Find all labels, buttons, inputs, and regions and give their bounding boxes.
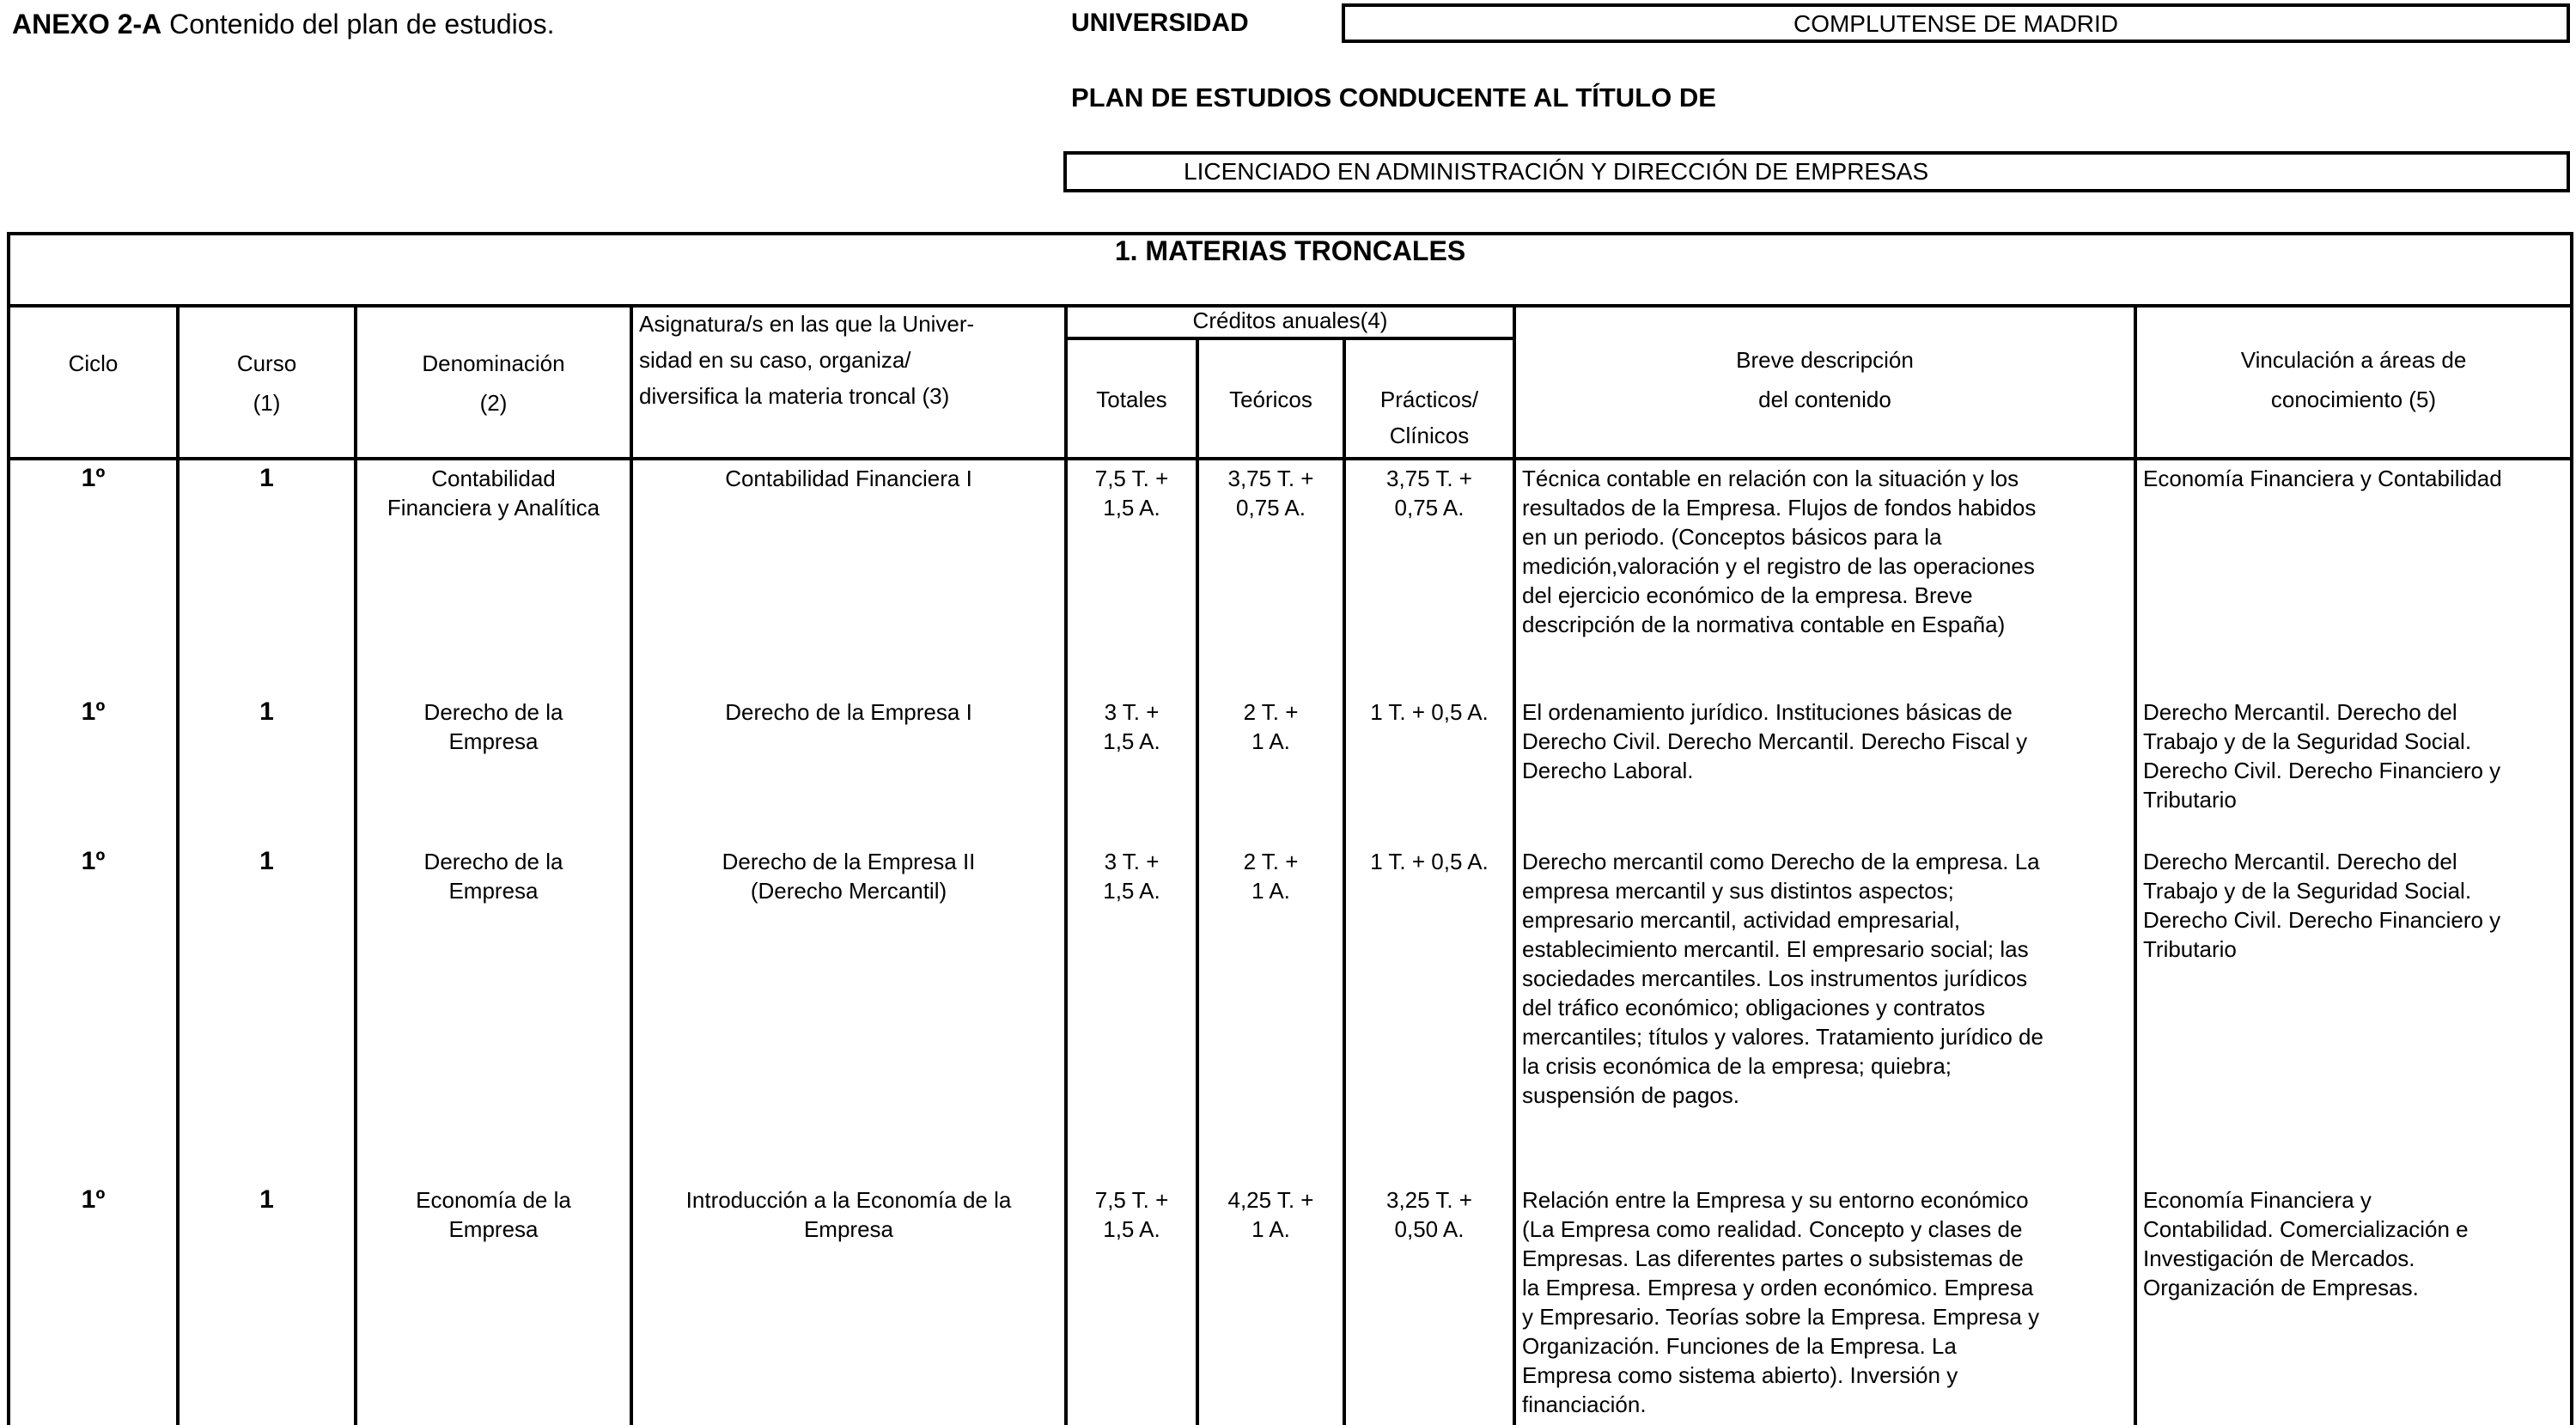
row-ciclo: 1º <box>81 464 106 492</box>
row-ciclo: 1º <box>81 1185 106 1214</box>
col-header-descripcion-2: del contenido <box>1758 387 1891 412</box>
row-vinculacion-line: Tributario <box>2143 787 2237 813</box>
row-vinculacion <box>2143 847 2573 964</box>
row-descripcion-line: (La Empresa como realidad. Concepto y clases de <box>1522 1216 2023 1242</box>
row-denominacion <box>357 1185 630 1244</box>
col-rule <box>2134 304 2137 1425</box>
row-totales <box>1068 464 1196 522</box>
row-curso: 1 <box>259 464 274 492</box>
row-descripcion-line: Derecho mercantil como Derecho de la empresa. La <box>1522 849 2040 874</box>
row-ciclo: 1º <box>81 847 106 875</box>
row-asignatura <box>633 1185 1064 1244</box>
row-totales-line: 1,5 A. <box>1103 1216 1160 1242</box>
col-header-vinculacion: Vinculación a áreas de <box>2240 347 2467 373</box>
row-vinculacion <box>2143 697 2573 814</box>
row-descripcion-line: empresa mercantil y sus distintos aspectos; <box>1522 878 1954 904</box>
university-name-box: COMPLUTENSE DE MADRID <box>1342 3 2570 43</box>
row-vinculacion-line: Derecho Civil. Derecho Financiero y <box>2143 758 2501 783</box>
col-header-totales: Totales <box>1096 387 1167 412</box>
row-teoricos-line: 0,75 A. <box>1236 495 1306 521</box>
row-descripcion-line: Derecho Civil. Derecho Mercantil. Derecho Fiscal y <box>1522 728 2028 754</box>
row-vinculacion-line: Economía Financiera y Contabilidad <box>2143 466 2502 491</box>
row-asignatura-line: Introducción a la Economía de la <box>685 1187 1012 1213</box>
row-practicos-line: 3,75 T. + <box>1386 466 1472 491</box>
row-asignatura <box>633 697 1064 727</box>
row-curso: 1 <box>259 847 274 875</box>
row-descripcion-line: en un periodo. (Conceptos básicos para la <box>1522 524 1942 550</box>
row-vinculacion-line: Trabajo y de la Seguridad Social. <box>2143 728 2472 754</box>
university-label: UNIVERSIDAD <box>1071 9 1249 37</box>
row-descripcion <box>1522 697 2132 785</box>
col-header-clinicos: Clínicos <box>1389 423 1470 448</box>
col-header-descripcion: Breve descripción <box>1736 347 1914 373</box>
annex-text: Contenido del plan de estudios. <box>169 9 555 40</box>
row-denominacion-line: Empresa <box>448 878 539 904</box>
row-totales-line: 3 T. + <box>1104 849 1160 874</box>
row-descripcion-line: financiación. <box>1522 1392 1647 1417</box>
row-descripcion-line: sociedades mercantiles. Los instrumentos jurídicos <box>1522 965 2028 991</box>
row-denominacion-line: Derecho de la <box>423 699 563 725</box>
row-descripcion-line: Derecho Laboral. <box>1522 758 1694 783</box>
row-vinculacion-line: Economía Financiera y <box>2143 1187 2372 1213</box>
row-vinculacion-line: Trabajo y de la Seguridad Social. <box>2143 878 2472 904</box>
row-asignatura-line: Empresa <box>803 1216 894 1242</box>
row-denominacion <box>357 847 630 905</box>
row-asignatura-line: (Derecho Mercantil) <box>750 878 947 904</box>
row-denominacion <box>357 697 630 756</box>
col-header-teoricos: Teóricos <box>1229 387 1312 412</box>
row-denominacion-line: Empresa <box>448 1216 539 1242</box>
row-practicos <box>1346 847 1513 876</box>
row-teoricos <box>1199 847 1343 905</box>
row-totales <box>1068 847 1196 905</box>
row-vinculacion-line: Contabilidad. Comercialización e <box>2143 1216 2469 1242</box>
row-vinculacion-line: Derecho Civil. Derecho Financiero y <box>2143 907 2501 933</box>
row-totales-line: 1,5 A. <box>1103 728 1160 754</box>
row-practicos-line: 1 T. + 0,5 A. <box>1370 699 1489 725</box>
row-totales <box>1068 1185 1196 1244</box>
row-practicos <box>1346 464 1513 522</box>
row-practicos-line: 0,75 A. <box>1394 495 1465 521</box>
row-descripcion <box>1522 464 2132 639</box>
row-denominacion <box>357 464 630 522</box>
col-header-practicos: Prácticos/ <box>1379 387 1479 412</box>
col-header-asignatura-line: Asignatura/s en las que la Univer- <box>639 311 975 337</box>
row-descripcion-line: medición,valoración y el registro de las operaciones <box>1522 553 2035 579</box>
row-asignatura-line: Contabilidad Financiera I <box>725 466 972 491</box>
row-vinculacion-line: Derecho Mercantil. Derecho del <box>2143 699 2457 725</box>
section-title: 1. MATERIAS TRONCALES <box>1114 235 1466 266</box>
row-descripcion <box>1522 847 2132 1110</box>
row-descripcion <box>1522 1185 2132 1419</box>
row-descripcion-line: Empresas. Las diferentes partes o subsistemas de <box>1522 1245 2024 1271</box>
row-asignatura <box>633 464 1064 493</box>
col-header-curso-note: (1) <box>253 390 281 416</box>
row-descripcion-line: Relación entre la Empresa y su entorno económico <box>1522 1187 2029 1213</box>
row-descripcion-line: del tráfico económico; obligaciones y contratos <box>1522 995 1986 1020</box>
row-descripcion-line: la Empresa. Empresa y orden económico. Empresa <box>1522 1275 2034 1300</box>
row-totales-line: 1,5 A. <box>1103 495 1160 521</box>
row-curso: 1 <box>259 1185 274 1214</box>
row-asignatura <box>633 847 1064 905</box>
col-header-creditos: Créditos anuales(4) <box>1192 308 1388 333</box>
row-teoricos-line: 4,25 T. + <box>1227 1187 1314 1213</box>
row-curso: 1 <box>259 697 274 726</box>
row-descripcion-line: del ejercicio económico de la empresa. Breve <box>1522 582 1973 608</box>
row-denominacion-line: Financiera y Analítica <box>387 495 600 521</box>
row-vinculacion <box>2143 464 2573 493</box>
row-totales <box>1068 697 1196 756</box>
row-totales-line: 7,5 T. + <box>1094 1187 1169 1213</box>
col-header-curso: Curso <box>236 350 297 376</box>
row-teoricos <box>1199 1185 1343 1244</box>
row-asignatura-line: Derecho de la Empresa II <box>722 849 976 874</box>
col-header-ciclo: Ciclo <box>68 350 119 376</box>
row-practicos-line: 1 T. + 0,5 A. <box>1370 849 1489 874</box>
row-denominacion-line: Contabilidad <box>431 466 556 491</box>
col-header-denominacion-note: (2) <box>479 390 508 416</box>
credits-sub-rule <box>1064 337 1514 340</box>
row-totales-line: 7,5 T. + <box>1094 466 1169 491</box>
row-descripcion-line: Empresa como sistema abierto). Inversión y <box>1522 1362 1958 1388</box>
annex-heading <box>12 9 554 40</box>
col-header-asignatura-line: diversifica la materia troncal (3) <box>639 383 950 409</box>
row-denominacion-line: Derecho de la <box>423 849 563 874</box>
row-descripcion-line: empresario mercantil, actividad empresarial, <box>1522 907 1961 933</box>
row-descripcion-line: establecimiento mercantil. El empresario social; las <box>1522 936 2029 962</box>
row-teoricos-line: 2 T. + <box>1243 699 1299 725</box>
row-teoricos-line: 1 A. <box>1251 878 1290 904</box>
header-bottom-rule <box>7 457 2573 460</box>
row-teoricos-line: 2 T. + <box>1243 849 1299 874</box>
row-vinculacion-line: Organización de Empresas. <box>2143 1275 2419 1300</box>
row-practicos <box>1346 1185 1513 1244</box>
annex-label: ANEXO 2-A <box>12 9 162 40</box>
row-totales-line: 1,5 A. <box>1103 878 1160 904</box>
col-header-asignatura <box>639 306 1064 414</box>
row-teoricos <box>1199 697 1343 756</box>
row-teoricos-line: 3,75 T. + <box>1227 466 1314 491</box>
row-asignatura-line: Derecho de la Empresa I <box>725 699 972 725</box>
row-teoricos-line: 1 A. <box>1251 728 1290 754</box>
row-descripcion-line: Técnica contable en relación con la situación y los <box>1522 466 2019 491</box>
row-vinculacion-line: Tributario <box>2143 936 2237 962</box>
row-ciclo: 1º <box>81 697 106 726</box>
row-descripcion-line: la crisis económica de la empresa; quiebra; <box>1522 1053 1952 1079</box>
row-teoricos-line: 1 A. <box>1251 1216 1290 1242</box>
row-practicos <box>1346 697 1513 727</box>
row-teoricos <box>1199 464 1343 522</box>
col-header-asignatura-line: sidad en su caso, organiza/ <box>639 347 911 373</box>
row-descripcion-line: resultados de la Empresa. Flujos de fondos habidos <box>1522 495 2037 521</box>
row-vinculacion-line: Derecho Mercantil. Derecho del <box>2143 849 2457 874</box>
plan-title: PLAN DE ESTUDIOS CONDUCENTE AL TÍTULO DE <box>1071 82 1716 113</box>
row-descripcion-line: Organización. Funciones de la Empresa. La <box>1522 1333 1957 1359</box>
row-descripcion-line: El ordenamiento jurídico. Instituciones básicas de <box>1522 699 2013 725</box>
row-denominacion-line: Economía de la <box>416 1187 571 1213</box>
row-totales-line: 3 T. + <box>1104 699 1160 725</box>
row-descripcion-line: y Empresario. Teorías sobre la Empresa. Empresa y <box>1522 1304 2040 1330</box>
row-denominacion-line: Empresa <box>448 728 539 754</box>
col-header-vinculacion-2: conocimiento (5) <box>2270 387 2437 412</box>
row-vinculacion-line: Investigación de Mercados. <box>2143 1245 2415 1271</box>
row-descripcion-line: suspensión de pagos. <box>1522 1082 1739 1108</box>
row-vinculacion <box>2143 1185 2573 1302</box>
row-descripcion-line: descripción de la normativa contable en España) <box>1522 612 2006 637</box>
row-practicos-line: 3,25 T. + <box>1386 1187 1472 1213</box>
row-practicos-line: 0,50 A. <box>1394 1216 1465 1242</box>
col-rule <box>1513 304 1516 1425</box>
degree-name-box: LICENCIADO EN ADMINISTRACIÓN Y DIRECCIÓN DE EMPRESAS <box>1063 151 2570 192</box>
row-descripcion-line: mercantiles; títulos y valores. Tratamiento jurídico de <box>1522 1024 2043 1050</box>
col-header-denominacion: Denominación <box>422 350 565 376</box>
